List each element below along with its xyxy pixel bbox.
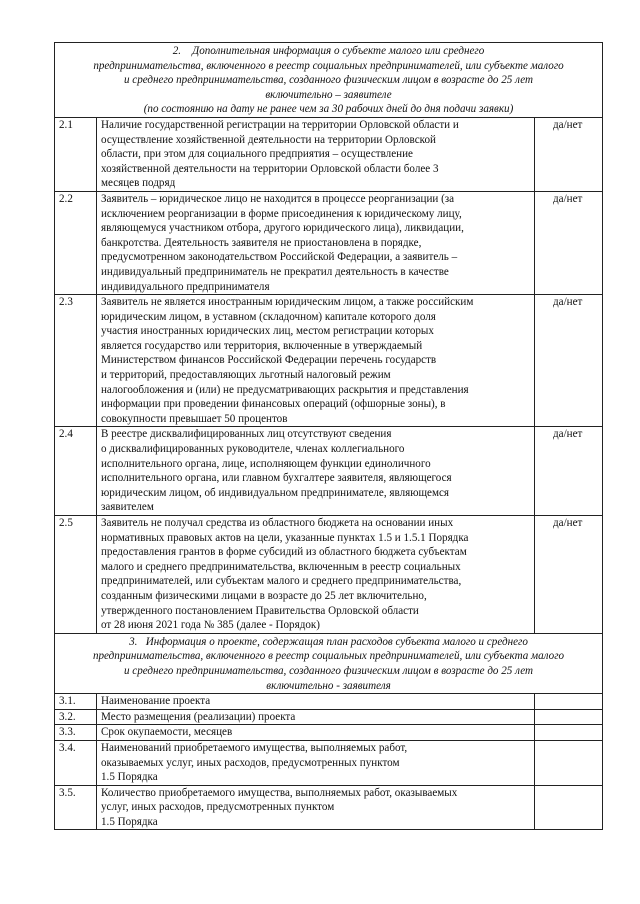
table-row-3-2 [55,709,603,725]
row-text-content: В реестре дисквалифицированных лиц отсутствуют сведения о дисквалифицированных руководителе, членах коллегиального исполнительного органа, лице, исполняющем функции единоличного исполнительного органа, или главном бухгалтере заявителя, являющегося юридическим лицом, об индивидуальном предпринимателе, являющемся заявителем [101,428,452,514]
row-value-empty [535,725,603,741]
row-number: 3.5. [55,785,97,830]
row-value-yes-no: да/нет [535,191,603,294]
row-text [97,295,535,427]
application-form-table [54,42,603,830]
table-row-3-4 [55,740,603,785]
row-text-content: Наименований приобретаемого имущества, выполняемых работ, оказываемых услуг, иных расходов, предусмотренных пунктом 1.5 Порядка [101,741,408,784]
section-3-heading-cell [55,633,603,693]
row-text [97,427,535,516]
row-text-content: Заявитель – юридическое лицо не находится в процессе реорганизации (за исключением реорганизации в форме присоединения к юридическому лицу, являющемуся участником отбора, другого юридического лица), ликвидации, банкротства. Деятельность заявителя не приостановлена в порядке, предусмотренном законодательством Российской Федерации, а заявитель – индивидуальный предприниматель не прекратил деятельность в качестве индивидуального предпринимателя [101,192,464,293]
row-value-empty [535,694,603,710]
section-3-heading: 3. Информация о проекте, содержащая план расходов субъекта малого и среднего предпринимательства, включенного в реестр социальных предпринимателей, или субъекта малого и среднего предпринимательства, созданного физическим лицом в возрасте до 25 лет включительно - заявителя [92,635,565,692]
row-text [97,191,535,294]
row-number: 3.1. [55,694,97,710]
row-text-content: Количество приобретаемого имущества, выполняемых работ, оказываемых услуг, иных расходов, предусмотренных пунктом 1.5 Порядка [101,786,458,828]
row-text [97,725,535,741]
section-2-note: (по состоянию на дату не ранее чем за 30 рабочих дней до дня подачи заявки) [143,103,514,116]
row-text [97,694,535,710]
table-row-2-2 [55,191,603,294]
row-text-content: Заявитель не получал средства из областного бюджета на основании иных нормативных правовых актов на цели, указанные пунктах 1.5 и 1.5.1 Порядка предоставления грантов в форме субсидий из областного бюджета субъектам малого и среднего предпринимательства, включенным в реестр социальных предпринимателей, или субъектам малого и среднего предпринимательства, созданным физическими лицами в возрасте до 25 лет включительно, утвержденного постановлением Правительства Орловской области от 28 июня 2021 года № 385 (далее - Порядок) [101,517,469,632]
row-number: 2.2 [55,191,97,294]
row-value-yes-no: да/нет [535,117,603,191]
table-row-2-1 [55,117,603,191]
section-2-heading-row [55,43,603,118]
table-row-2-4 [55,427,603,516]
row-text-content: Наименование проекта [101,695,211,708]
row-text [97,117,535,191]
row-text-content: Заявитель не является иностранным юридическим лицом, а также российским юридическим лицом, в уставном (складочном) капитале которого доля участия иностранных юридических лиц, местом регистрации которых является государство или территория, включенные в утверждаемый Министерством финансов Российской Федерации перечень государств и территорий, предоставляющих льготный налоговый режим налогообложения и (или) не предусматривающих раскрытия и представления информации при проведении финансовых операций (офшорные зоны), в совокупности превышает 50 процентов [101,296,474,425]
table-row-3-1 [55,694,603,710]
row-number: 2.1 [55,117,97,191]
row-number: 3.3. [55,725,97,741]
section-3-heading-row [55,633,603,693]
row-text [97,740,535,785]
row-text [97,785,535,830]
table-row-3-3 [55,725,603,741]
row-value-yes-no: да/нет [535,427,603,516]
row-text-content: Место размещения (реализации) проекта [101,710,296,723]
section-2-heading-cell [55,43,603,118]
row-value-yes-no: да/нет [535,295,603,427]
row-value-empty [535,740,603,785]
row-number: 3.2. [55,709,97,725]
row-value-empty [535,785,603,830]
row-value-empty [535,709,603,725]
table-row-2-3 [55,295,603,427]
row-text-content: Срок окупаемости, месяцев [101,726,233,739]
row-number: 2.4 [55,427,97,516]
row-number: 2.5 [55,516,97,634]
table-row-2-5 [55,516,603,634]
table-row-3-5 [55,785,603,830]
row-number: 2.3 [55,295,97,427]
row-value-yes-no: да/нет [535,516,603,634]
row-text [97,516,535,634]
section-2-heading: 2. Дополнительная информация о субъекте малого или среднего предпринимательства, включенного в реестр социальных предпринимателей, или субъекте малого и среднего предпринимательства, созданного физическим лицом в возрасте до 25 лет включительно – заявителе [93,45,564,101]
row-text [97,709,535,725]
row-number: 3.4. [55,740,97,785]
row-text-content: Наличие государственной регистрации на территории Орловской области и осуществление хозяйственной деятельности на территории Орловской области, при этом для социального предприятия – осуществление хозяйственной деятельности на территории Орловской области более 3 месяцев подряд [101,118,459,190]
